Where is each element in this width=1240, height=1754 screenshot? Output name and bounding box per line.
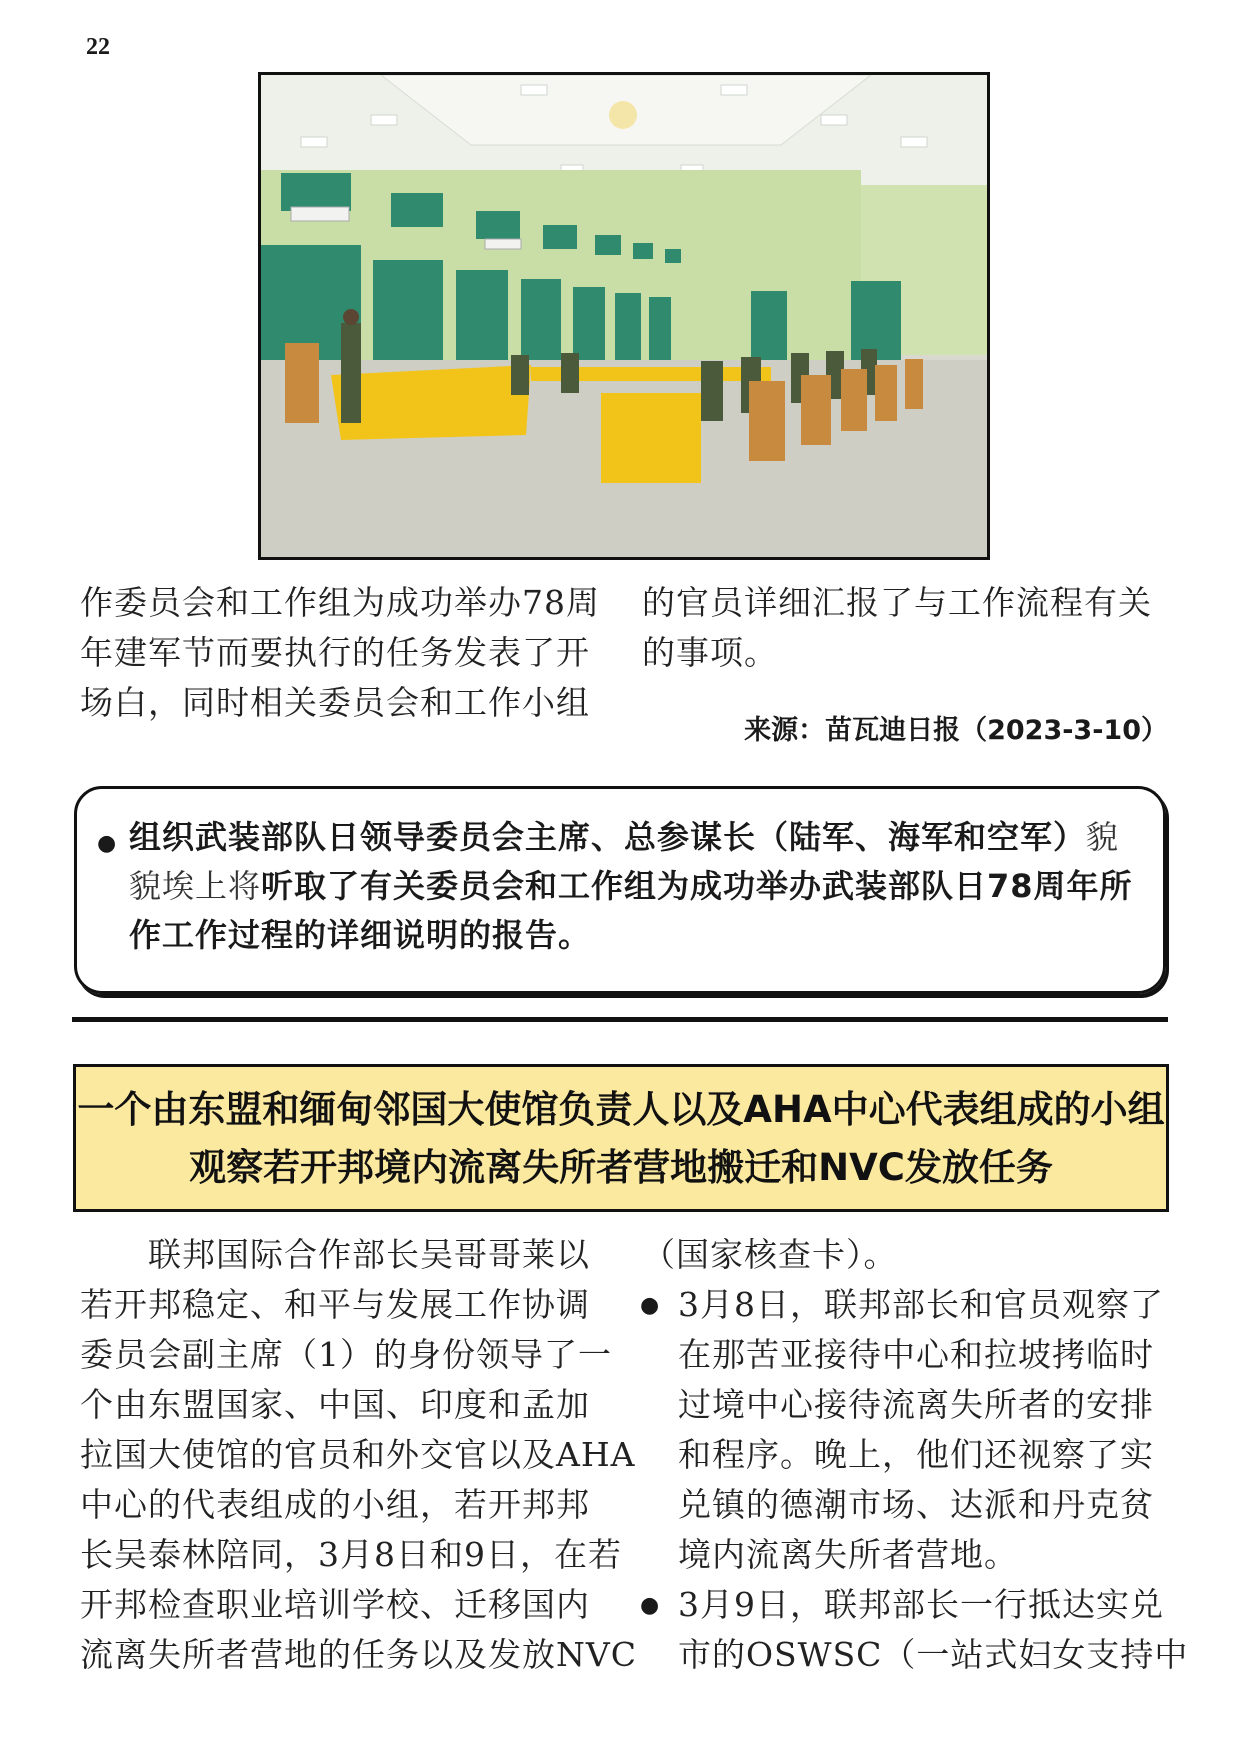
meeting-photo: [258, 72, 990, 560]
headline-line-2: 观察若开邦境内流离失所者营地搬迁和NVC发放任务: [189, 1146, 1053, 1189]
text-line: 过境中心接待流离失所者的安排: [678, 1385, 1154, 1424]
text-line: 境内流离失所者营地。: [678, 1535, 1018, 1574]
summary-bold-2: 听取了有关委员会和工作组为成功举办武装部队日78周年所作工作过程的详细说明的报告。: [129, 867, 1133, 954]
article1-right-column: [642, 578, 1152, 678]
section-divider: [72, 1017, 1168, 1022]
article2-bullet-2: [678, 1580, 1188, 1680]
article2-bullet-1: [678, 1280, 1164, 1580]
page-number: 22: [86, 34, 110, 60]
text-line: 年建军节而要执行的任务发表了开: [80, 633, 590, 672]
text-line: 市的OSWSC（一站式妇女支持中: [678, 1635, 1189, 1674]
summary-bold-1: 组织武装部队日领导委员会主席、总参谋长（陆军、海军和空军）: [129, 818, 1087, 856]
article2-left-column: [80, 1230, 637, 1680]
text-line: 兑镇的德潮市场、达派和丹克贫: [678, 1485, 1154, 1524]
text-line: 场白，同时相关委员会和工作小组: [80, 683, 590, 722]
bullet-icon: ●: [640, 1593, 660, 1618]
text-line: 和程序。晚上，他们还视察了实: [678, 1435, 1154, 1474]
bullet-icon: ●: [640, 1293, 660, 1318]
summary-name: 貌貌埃上将: [129, 818, 1120, 905]
text-line: 3月8日，联邦部长和官员观察了: [678, 1285, 1164, 1324]
text-line: 开邦检查职业培训学校、迁移国内: [80, 1585, 590, 1624]
headline-line-1: 一个由东盟和缅甸邻国大使馆负责人以及AHA中心代表组成的小组: [77, 1088, 1165, 1131]
text-line: 长吴泰林陪同，3月8日和9日，在若: [80, 1535, 622, 1574]
summary-box: [74, 786, 1166, 994]
text-line: 委员会副主席（1）的身份领导了一: [80, 1335, 612, 1374]
text-line: 的事项。: [642, 633, 778, 672]
text-line: 3月9日，联邦部长一行抵达实兑: [678, 1585, 1164, 1624]
text-line: 在那苦亚接待中心和拉坡拷临时: [678, 1335, 1154, 1374]
text-line: 作委员会和工作组为成功举办78周: [80, 583, 600, 622]
text-line: 联邦国际合作部长吴哥哥莱以: [80, 1235, 590, 1274]
text-line: 流离失所者营地的任务以及发放NVC: [80, 1635, 637, 1674]
article-headline: [73, 1064, 1169, 1212]
text-line: （国家核查卡）。: [642, 1235, 898, 1274]
bullet-icon: ●: [97, 831, 117, 856]
text-line: 若开邦稳定、和平与发展工作协调: [80, 1285, 590, 1324]
source-citation: 来源：苗瓦迪日报（2023-3-10）: [744, 715, 1168, 746]
text-line: 个由东盟国家、中国、印度和孟加: [80, 1385, 590, 1424]
text-line: 的官员详细汇报了与工作流程有关: [642, 583, 1152, 622]
summary-text: [129, 813, 1149, 960]
text-line: 中心的代表组成的小组，若开邦邦: [80, 1485, 590, 1524]
text-line: 拉国大使馆的官员和外交官以及AHA: [80, 1435, 636, 1474]
article2-right-first: [642, 1230, 898, 1280]
meeting-hall-illustration: [261, 75, 987, 557]
article1-left-column: [80, 578, 600, 728]
